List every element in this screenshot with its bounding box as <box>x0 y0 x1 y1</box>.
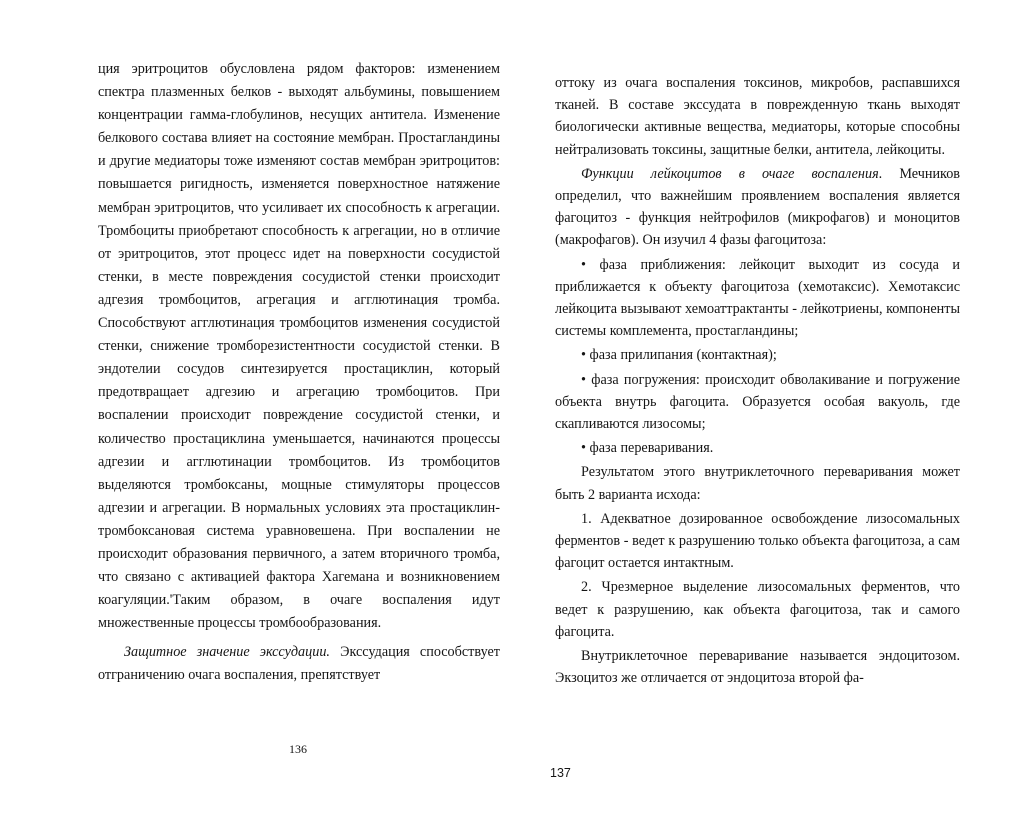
left-paragraph-1: ция эритроцитов обусловлена рядом факторов: изменением спектра плазменных белков - выходят альбумины, повышением концентрации гамма-глобулинов, несущих антитела. Изменение белкового состава влияет на состояние мембран. Простагландины и другие медиаторы тоже изменяют состав мембран эритроцитов: повышается ригидность, изменяется поверхностное натяжение мембран эритроцитов, что усиливает их способность к агрегации. Тромбоциты приобретают способность к агрегации, но в отличие от эритроцитов, этот процесс идет на поверхности сосудистой стенки, в месте повреждения сосудистой стенки происходит адгезия тромбоцитов, агрегация и агглютинация тромба. Способствуют агглютинация тромбоцитов изменения сосудистой стенки, снижение тромборезистентности сосудистой стенки. В эндотелии сосудов синтезируется простациклин, который предотвращает адгезию и агрегацию тромбоцитов. При воспалении происходит повреждение сосудистой стенки, и количество простациклина уменьшается, начинаются процессы адгезии и агглютинации тромбоцитов. Из тромбоцитов выделяются тромбоксаны, мощные стимуляторы процессов адгезии и агрегации. В нормальных условиях эта простациклин-тромбоксановая система уравновешена. При воспалении не происходит образования первичного, а затем вторичного тромба, что связано с активацией фактора Хагемана и возникновением коагуляции.'Таким образом, в очаге воспаления идут множественные процессы тромбообразования. <box>98 61 500 632</box>
section-heading-leukocytes: Функции лейкоцитов в очаге воспаления <box>581 165 879 182</box>
bullet-immersion: • фаза погружения: происходит обволакивание и погружение объекта внутрь фагоцита. Образуется особая вакуоль, где скапливаются лизосомы; <box>555 371 960 433</box>
bullet-digestion: • фаза переваривания. <box>581 440 714 457</box>
bullet-approach: • фаза приближения: лейкоцит выходит из сосуда и приближается к объекту фагоцитоза (хемотаксис). Хемотаксис лейкоцита вызывают хемоаттрактанты - лейкотриены, компоненты системы комплемента, простагландины; <box>555 256 960 340</box>
right-paragraph-1: оттоку из очага воспаления токсинов, микробов, распавшихся тканей. В составе экссудата в поврежденную ткань выходят биологически активные вещества, медиаторы, которые способны нейтрализовать токсины, защитные белки, антитела, лейкоциты. <box>555 75 960 158</box>
right-page <box>555 72 960 689</box>
right-paragraph-2 <box>555 163 960 252</box>
left-page <box>98 58 500 688</box>
left-paragraph-2 <box>98 641 500 687</box>
right-page-number: 137 <box>550 766 571 780</box>
right-paragraph-3: Результатом этого внутриклеточного переваривания может быть 2 варианта исхода: <box>555 464 960 503</box>
left-paragraph-2-text: Экссудация способствует отграничению очага воспаления, препятствует <box>98 644 500 684</box>
right-paragraph-6: Внутриклеточное переваривание называется эндоцитозом. Экзоцитоз же отличается от эндоцитоза второй фа- <box>555 648 960 687</box>
section-heading-exudation: Защитное значение экссудации. <box>124 644 330 661</box>
right-paragraph-2-text: . Мечников определил, что важнейшим проявлением воспаления является фагоцитоз - функция нейтрофилов (микрофагов) и моноцитов (макрофагов). Он изучил 4 фазы фагоцитоза: <box>555 165 960 249</box>
left-page-number: 136 <box>289 742 307 756</box>
outcome-1: 1. Адекватное дозированное освобождение лизосомальных ферментов - ведет к разрушению только объекта фагоцитоза, а сам фагоцит остается интактным. <box>555 510 960 572</box>
bullet-adhesion: • фаза прилипания (контактная); <box>581 347 777 364</box>
outcome-2: 2. Чрезмерное выделение лизосомальных ферментов, что ведет к разрушению, как объекта фагоцитоза, так и самого фагоцита. <box>555 579 960 640</box>
